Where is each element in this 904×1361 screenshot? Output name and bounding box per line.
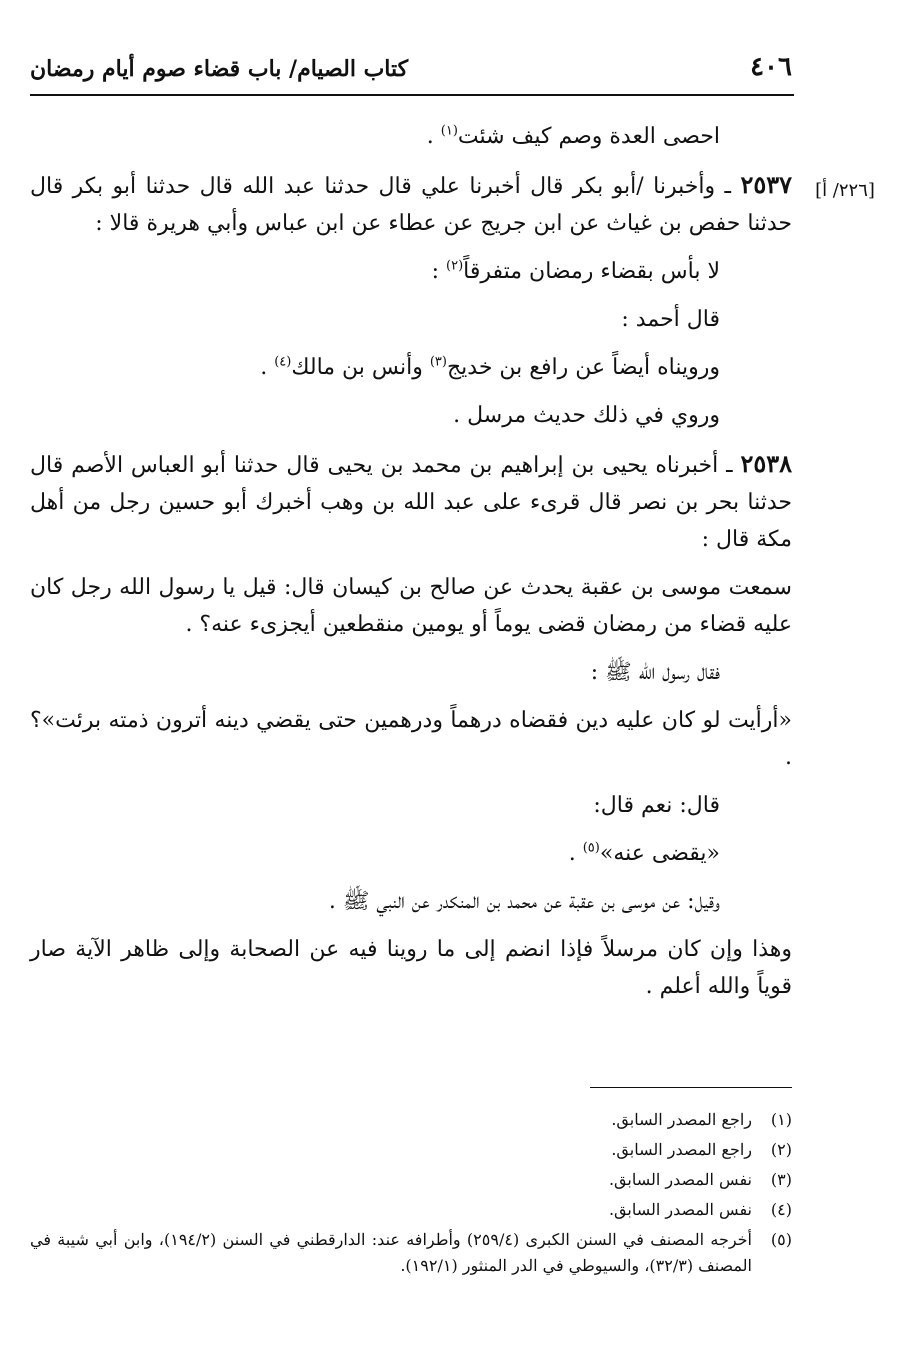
paragraph: قال: نعم قال: — [593, 793, 720, 818]
paragraph: وقيل: عن موسى بن عقبة عن محمد بن المنكدر عن النبي ﷺ . — [328, 889, 720, 914]
paragraph: احصى العدة وصم كيف شئت$^{(١)}$ . — [426, 123, 720, 149]
paragraph: وهذا وإن كان مرسلاً فإذا انضم إلى ما روينا فيه عن الصحابة وإلى ظاهر الآية صار قوياً والله أعلم . — [30, 937, 792, 999]
hadith-paragraph: ٢٥٣٧ ـ وأخبرنا /أبو بكر قال أخبرنا علي قال حدثنا عبد الله قال حدثنا أبو بكر قال حدثنا حفص بن غياث عن ابن جريج عن عطاء عن ابن عباس وأبي هريرة قالا : — [30, 170, 792, 236]
hadith-paragraph: ٢٥٣٨ ـ أخبرناه يحيى بن إبراهيم بن محمد بن يحيى قال حدثنا أبو العباس الأصم قال حدثنا بحر بن نصر قال قرىء على عبد الله بن وهب أخبرك أبو حسين رجل من أهل مكة قال : — [30, 449, 792, 552]
paragraph: سمعت موسى بن عقبة يحدث عن صالح بن كيسان قال: قيل يا رسول الله رجل كان عليه قضاء من رمضان قضى يوماً أو يومين منقطعين أيجزىء عنه؟ . — [30, 575, 792, 637]
paragraph: وروي في ذلك حديث مرسل . — [453, 403, 720, 428]
footnote: (٤) نفس المصدر السابق. — [30, 1197, 792, 1223]
paragraph: فقال رسول الله ﷺ : — [590, 660, 720, 685]
footnote-number: (٤) — [770, 1200, 792, 1219]
footnote-number: (٣) — [770, 1170, 792, 1189]
page-header — [30, 48, 792, 88]
footnote-number: (٥) — [770, 1230, 792, 1249]
footnote-ref: (٥) — [582, 840, 600, 856]
paragraph: «أرأيت لو كان عليه دين فقضاه درهماً ودرهمين حتى يقضي دينه أترون ذمته برئت»؟ . — [30, 708, 792, 770]
paragraph: لا بأس بقضاء رمضان متفرقاً$^{(٢)}$ : — [431, 258, 720, 284]
footnote-number: (١) — [770, 1110, 792, 1129]
footnote-number: (٢) — [770, 1140, 792, 1159]
hadith-number: ٢٥٣٨ — [740, 449, 792, 478]
body-text — [30, 118, 792, 1016]
footnote: (٥) أخرجه المصنف في السنن الكبرى (٢٥٩/٤) وأطرافه عند: الدارقطني في السنن (١٩٤/٢)، وابن أبي شيبة في المصنف (٣٢/٣)، والسيوطي في الدر المنثور (١٩٢/١). — [30, 1227, 792, 1279]
paragraph: ورويناه أيضاً عن رافع بن خديج$^{(٣)}$ وأنس بن مالك$^{(٤)}$ . — [260, 354, 720, 380]
footnote: (٢) راجع المصدر السابق. — [30, 1137, 792, 1163]
footnote-ref: (١) — [440, 123, 458, 139]
footnote-rule — [590, 1087, 792, 1088]
footnote: (٣) نفس المصدر السابق. — [30, 1167, 792, 1193]
footnote-ref: (٤) — [274, 354, 292, 370]
footnotes — [30, 1107, 792, 1283]
running-title: كتاب الصيام/ باب قضاء صوم أيام رمضان — [30, 56, 409, 82]
paragraph: قال أحمد : — [621, 307, 720, 332]
footnote: (١) راجع المصدر السابق. — [30, 1107, 792, 1133]
manuscript-folio-note: [٢٢٦/ أ] — [815, 180, 875, 201]
paragraph: «يقضى عنه»$^{(٥)}$ . — [568, 840, 720, 866]
page-number: ٤٠٦ — [750, 52, 792, 82]
footnote-ref: (٢) — [446, 258, 464, 274]
footnote-ref: (٣) — [429, 354, 447, 370]
header-rule — [30, 94, 794, 96]
hadith-number: ٢٥٣٧ — [740, 170, 792, 199]
